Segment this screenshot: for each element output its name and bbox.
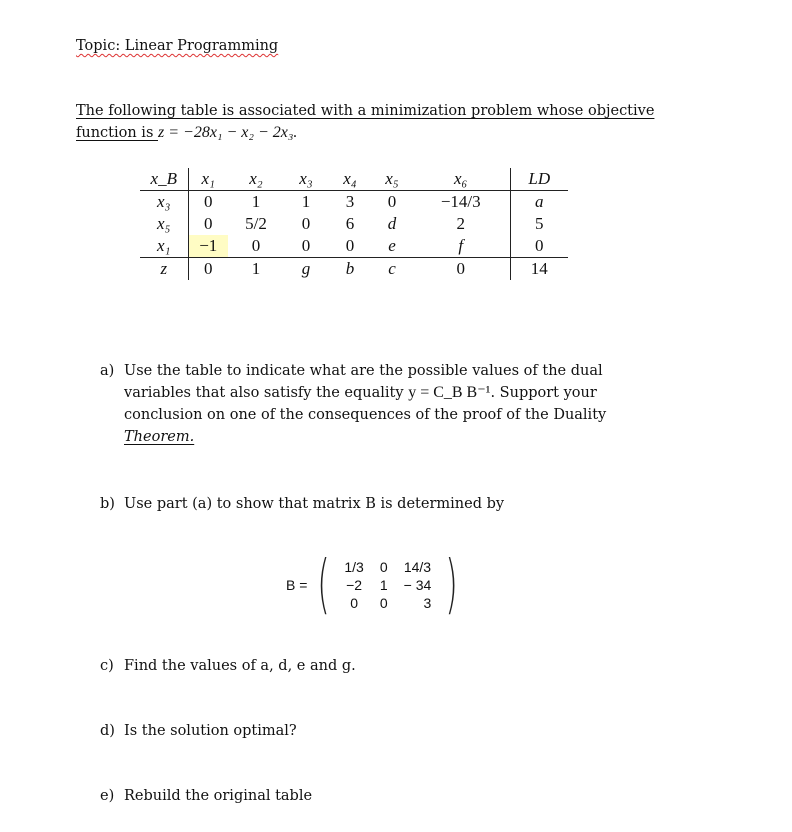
question-d-text: Is the solution optimal?: [124, 723, 297, 739]
matrix-row: [336, 576, 439, 594]
matrix-row: [336, 594, 439, 612]
question-a-line-1: Use the table to indicate what are the possible values of the dual: [124, 363, 603, 379]
header-x1: x₁: [201, 169, 215, 188]
header-x2: x₂: [249, 169, 263, 188]
basis-var: x₃: [140, 191, 188, 214]
question-e: [100, 785, 660, 807]
question-d-label: d): [100, 723, 115, 739]
header-x3: x₃: [299, 169, 313, 188]
objective-function: z = −28x₁ − x₂ − 2x₃.: [158, 124, 298, 141]
cell: 0: [301, 236, 311, 255]
matrix-b: [286, 550, 464, 620]
cell: 0: [204, 214, 213, 233]
cell: c: [388, 259, 396, 278]
simplex-tableau: [140, 168, 584, 310]
cell: 0: [301, 214, 311, 233]
highlighted-cell: −1: [188, 235, 228, 258]
cell: −14/3: [412, 191, 510, 214]
intro-line-1: The following table is associated with a minimization problem whose objective: [76, 103, 655, 119]
question-c-label: c): [100, 658, 114, 674]
matrix-cell: 1/3: [344, 559, 364, 575]
header-ld: LD: [528, 169, 551, 188]
matrix-cell: 1: [379, 577, 388, 593]
matrix-cell: 14/3: [403, 559, 432, 575]
matrix-cell: − 34: [403, 577, 432, 593]
topic-text: Topic: Linear Programming: [76, 38, 279, 54]
basis-var: x₁: [140, 235, 188, 258]
cell: 1: [301, 192, 311, 211]
cell: 0: [412, 258, 510, 281]
cell: 2: [412, 213, 510, 235]
question-a-label: a): [100, 363, 115, 379]
header-xb: x_B: [140, 168, 188, 191]
tableau-table: [140, 168, 568, 280]
matrix-name: B =: [286, 577, 308, 593]
cell: 3: [345, 192, 355, 211]
matrix-table: [336, 558, 439, 612]
question-b-text: Use part (a) to show that matrix B is determined by: [124, 496, 505, 512]
matrix-cell: −2: [346, 577, 363, 593]
cell: 0: [251, 236, 261, 255]
question-a-line-2-prefix: variables that also satisfy the equality: [124, 385, 409, 401]
matrix-cell: 3: [423, 595, 432, 611]
question-b-label: b): [100, 496, 115, 512]
intro-line-2-prefix: function is: [76, 125, 158, 141]
question-b: [100, 493, 660, 515]
question-e-text: Rebuild the original table: [124, 788, 313, 804]
question-d: [100, 720, 660, 742]
table-row: [140, 213, 568, 235]
header-x4: x₄: [343, 169, 357, 188]
cell: b: [345, 259, 355, 278]
question-c-text: Find the values of a, d, e and g.: [124, 658, 356, 674]
cell: d: [387, 214, 397, 233]
cell: 5: [535, 214, 544, 233]
matrix-cell: 0: [379, 595, 388, 611]
dual-equality: y = C_B B⁻¹: [408, 384, 491, 401]
cell: 14: [530, 259, 548, 278]
left-paren: (: [317, 548, 331, 622]
matrix-row: [336, 558, 439, 576]
cell: g: [301, 259, 311, 278]
topic-heading: [76, 35, 278, 57]
intro-paragraph: [76, 100, 716, 144]
question-a-line-4: Theorem.: [124, 429, 195, 445]
cell: e: [388, 236, 396, 255]
basis-var: x₅: [140, 213, 188, 235]
cell: 1: [251, 192, 261, 211]
cell: 0: [204, 192, 213, 211]
cell: 6: [345, 214, 355, 233]
table-row: [140, 235, 568, 258]
cell: f: [412, 235, 510, 258]
matrix-cell: 0: [379, 559, 388, 575]
cell: a: [535, 192, 544, 211]
question-a-line-3: conclusion on one of the consequences of the proof of the Duality: [124, 407, 607, 423]
tableau-header-row: [140, 168, 568, 191]
cell: 0: [345, 236, 355, 255]
right-paren: ): [445, 548, 459, 622]
question-a-line-2-suffix: . Support your: [490, 385, 597, 401]
question-a: [100, 360, 660, 448]
header-x5: x₅: [385, 169, 399, 188]
cell: 5/2: [245, 214, 267, 233]
matrix-cell: 0: [350, 595, 358, 611]
cell: 0: [387, 192, 397, 211]
cell: 1: [251, 259, 261, 278]
basis-var: z: [140, 258, 188, 281]
cell: 0: [204, 259, 213, 278]
table-row: [140, 258, 568, 281]
table-row: [140, 191, 568, 214]
question-c: [100, 655, 660, 677]
question-e-label: e): [100, 788, 115, 804]
cell: 0: [535, 236, 544, 255]
header-x6: x₆: [412, 168, 510, 191]
